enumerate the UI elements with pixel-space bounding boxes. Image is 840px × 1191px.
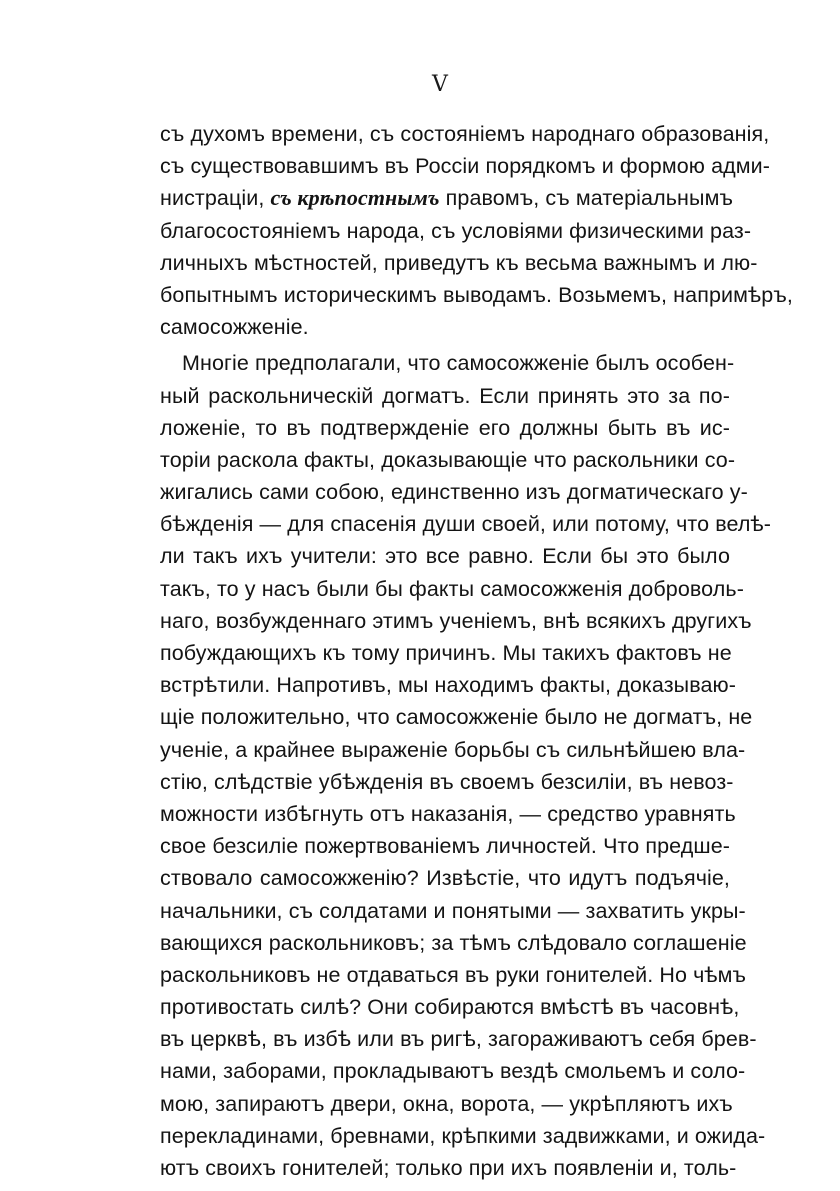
- text-line: благосостояніемъ народа, съ условіями физическими раз-: [160, 218, 752, 243]
- text-line: жигались сами собою, единственно изъ догматическаго у-: [160, 480, 748, 505]
- text-line: Многіе предполагали, что самосожженіе былъ особен-: [182, 351, 735, 376]
- text-line: ученіе, а крайнее выраженіе борьбы съ сильнѣйшею вла-: [160, 737, 746, 762]
- text-line: мою, запираютъ двери, окна, ворота, — укрѣпляютъ ихъ: [160, 1091, 733, 1116]
- text-line: ютъ своихъ гонителей; только при ихъ появленіи и, толь-: [160, 1156, 737, 1180]
- italic-phrase: съ крѣпостнымъ: [270, 185, 440, 211]
- text-line: ложеніе, то въ подтвержденіе его должны быть въ ис-: [160, 415, 730, 440]
- text-line: съ существовавшимъ въ Россіи порядкомъ и формою адми-: [160, 154, 771, 179]
- text-line: свое безсиліе пожертвованіемъ личностей. Что предше-: [160, 834, 731, 859]
- text-line: [160, 182, 733, 214]
- text-line-end: правомъ, съ матеріальнымъ: [439, 186, 733, 211]
- text-line: противостать силѣ? Они собираются вмѣстѣ въ часовнѣ,: [160, 995, 740, 1020]
- text-line: такъ, то у насъ были бы факты самосожженія доброволь-: [160, 576, 744, 601]
- text-line: можности избѣгнуть отъ наказанія, — средство уравнять: [160, 801, 736, 826]
- page-number: V: [432, 72, 448, 97]
- text-line: раскольниковъ не отдаваться въ руки гонителей. Но чѣмъ: [160, 962, 747, 987]
- text-line: ный раскольническій догматъ. Если принять это за по-: [160, 383, 730, 408]
- text-line: бопытнымъ историческимъ выводамъ. Возьмемъ, напримѣръ,: [160, 282, 793, 307]
- text-line-start: нистраціи,: [160, 186, 271, 211]
- text-line: побуждающихъ къ тому причинъ. Мы такихъ фактовъ не: [160, 641, 732, 665]
- text-block: [160, 118, 793, 1184]
- text-line: нами, заборами, прокладываютъ вездѣ смольемъ и соло-: [160, 1059, 746, 1084]
- paragraph-1: [160, 118, 793, 343]
- text-line: ствовало самосожженію? Извѣстіе, что идутъ подъячіе,: [160, 866, 730, 891]
- text-line: бѣжденія — для спасенія души своей, или потому, что велѣ-: [160, 512, 772, 537]
- text-line: въ церквѣ, въ избѣ или въ ригѣ, загораживаютъ себя брев-: [160, 1027, 757, 1052]
- text-line: личныхъ мѣстностей, приведутъ къ весьма важнымъ и лю-: [160, 250, 758, 275]
- text-line: стію, слѣдствіе убѣжденія въ своемъ безсиліи, въ невоз-: [160, 769, 734, 794]
- text-line: наго, возбужденнаго этимъ ученіемъ, внѣ всякихъ другихъ: [160, 608, 752, 633]
- text-line: перекладинами, бревнами, крѣпкими задвижками, и ожида-: [160, 1123, 766, 1148]
- paragraph-2: [160, 347, 772, 1184]
- text-line: встрѣтили. Напротивъ, мы находимъ факты, доказываю-: [160, 673, 737, 698]
- text-line: ли такъ ихъ учители: это все равно. Если бы это было: [160, 544, 730, 569]
- text-line: торіи раскола факты, доказывающіе что раскольники со-: [160, 447, 736, 472]
- text-line: самосожженіе.: [160, 315, 309, 340]
- text-line: щіе положительно, что самосожженіе было не догматъ, не: [160, 705, 753, 730]
- text-line: начальники, съ солдатами и понятыми — захватить укры-: [160, 898, 746, 923]
- text-line: вающихся раскольниковъ; за тѣмъ слѣдовало соглашеніе: [160, 930, 747, 955]
- text-line: съ духомъ времени, съ состояніемъ народнаго образованія,: [160, 122, 770, 146]
